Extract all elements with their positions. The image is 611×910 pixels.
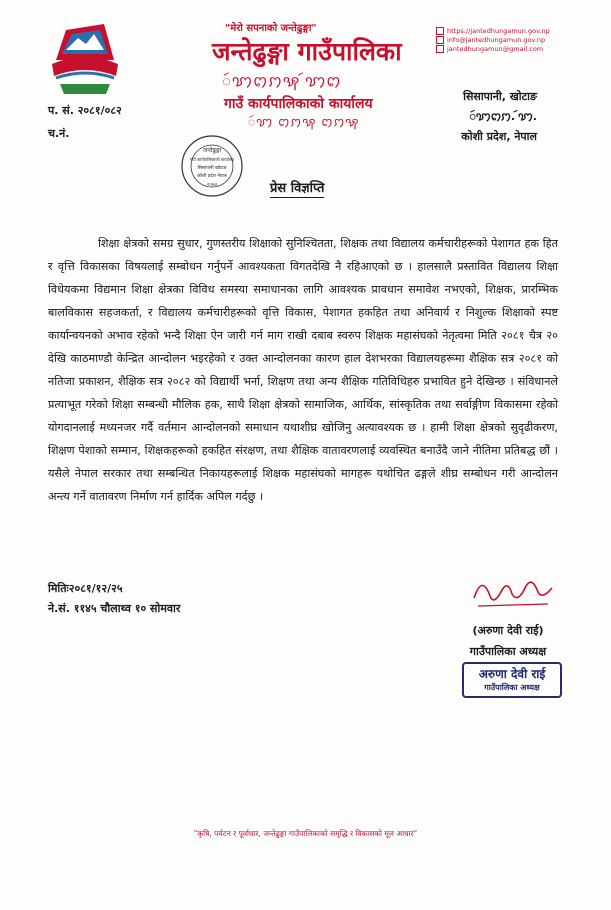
body-paragraph: शिक्षा क्षेत्रको समग्र सुधार, गुणस्तरीय शिक्षाको सुनिश्चितता, शिक्षक तथा विद्यालय कर्मचारीहरूको पेशागत हक हित र वृत्ति विकासका विषयलाई सम्बोधन गर्नुपर्ने आवश्यकता विगतदेखि नै रहिआएको छ । हालसालै प्रस्तावित विद्यालय शिक्षा विधेयकमा विद्यमान शिक्षा क्षेत्रका विविध समस्या समाधानका लागि आवश्यक प्रावधान समावेश नभएको, शिक्षक, प्रारम्भिक बालविकास सहजकर्ता, र विद्यालय कर्मचारीहरूको वृत्ति विकास, पेशागत हकहित तथा अनिवार्य र निशुल्क शिक्षाको स्पष्ट कार्यान्वयनको अभाव रहेको भन्दै शिक्षा ऐन जारी गर्न माग राखी दबाब स्वरुप शिक्षक महासंघको नेतृत्वमा मिति २०८१ चैत्र २० देखि काठमाण्डौ केन्द्रित आन्दोलन भइरहेको र उक्त आन्दोलनका कारण हाल देशभरका विद्यालयहरूमा शैक्षिक सत्र २०८१ को नतिजा प्रकाशन, शैक्षिक सत्र २०८२ को विद्यार्थी भर्ना, शिक्षण तथा अन्य शैक्षिक गतिविधिहरु प्रभावित हुने देखिन्छ । संविधानले प्रत्याभूत गरेको शिक्षा सम्बन्धी मौलिक हक, साथै शिक्षा क्षेत्रको सामाजिक, आर्थिक, सांस्कृतिक तथा सर्वाङ्गीण विकासमा रहेको योगदानलाई मध्यनजर गर्दै वर्तमान आन्दोलनको समाधान यथाशीघ्र खोजिनु अत्यावश्यक छ । हामी शिक्षा क्षेत्रको सुदृढीकरण, शिक्षण पेशाको सम्मान, शिक्षकहरूको हकहित संरक्षण, तथा शैक्षिक वातावरणलाई व्यवस्थित बनाउँदै जाने नीतिमा प्रतिबद्ध छौं । यसैले नेपाल सरकार तथा सम्बन्धित निकायहरूलाई शिक्षक महासंघको मागहरू यथोचित ढङ्गले शीघ्र सम्बोधन गरी आन्दोलन अन्त्य गर्ने वातावरण निर्माण गर्न हार्दिक अपिल गर्दछु । <box>48 237 558 503</box>
footer-slogan: "कृषि, पर्यटन र पूर्वाधार, जन्तेढुङ्गा गाउँपालिकाको समृद्धि र विकासको मूल आधार" <box>193 829 418 838</box>
email-icon <box>436 45 444 53</box>
date-block <box>48 579 180 619</box>
stamp-title: गाउँपालिका अध्यक्ष <box>484 683 540 692</box>
email-icon <box>436 36 444 44</box>
email-link-2[interactable]: jantedhungamun@gmail.com <box>447 45 544 53</box>
web-icon <box>436 27 444 35</box>
address-line2: कोशी प्रदेश, नेपाल <box>461 130 537 143</box>
signature-icon <box>468 568 558 614</box>
municipality-logo-icon <box>46 20 124 100</box>
email-link-1[interactable]: info@jantedhungamun.gov.np <box>447 36 546 44</box>
signatory-block <box>450 620 566 662</box>
date-line1: मितिः२०८१/१२/२५ <box>48 582 123 595</box>
signature-text: अरुणा <box>505 607 521 614</box>
office-newari: ꩃꩈ ꩁꩀꩂ ꩁꩀꩂ <box>248 115 360 129</box>
reference-number: प. सं. २०८१/०८२ <box>48 104 122 117</box>
body-text <box>48 232 558 508</box>
office-name: गाउँ कार्यपालिकाको कार्यालय <box>224 96 373 112</box>
seal-line3: सिसापानी खोटाङ <box>197 166 227 171</box>
seal-line2: गाउँ कार्यपालिकाको कार्यालय <box>189 157 235 162</box>
office-seal-icon <box>180 134 244 198</box>
reference-block <box>48 99 122 145</box>
stamp-name: अरुणा देवी राई <box>478 667 546 681</box>
website-link[interactable]: https://jantedhungamun.gov.np <box>447 27 550 35</box>
date-line2: ने.सं. ११४५ चौलाथ्व १० सोमवार <box>48 602 181 615</box>
address-block <box>461 87 537 147</box>
title-newari: ꩃꩈꩁꩀꩂ ꩃꩈꩁ <box>222 72 342 90</box>
press-release-heading: प्रेस विज्ञप्ति <box>270 178 324 198</box>
contact-block <box>436 27 550 54</box>
municipality-title: जन्तेढुङ्गा गाउँपालिका <box>212 37 402 66</box>
signatory-title: गाउँपालिका अध्यक्ष <box>469 645 547 658</box>
seal-year: २०७३ <box>206 182 218 188</box>
letter-number: च.नं. <box>48 127 70 140</box>
signatory-stamp <box>462 662 562 698</box>
seal-line1: जन्तेढुङ्गा <box>202 147 222 154</box>
motto: "मेरो सपनाको जन्तेढुङ्गा" <box>225 23 317 34</box>
address-line1: सिसापानी, खोटाङ <box>463 90 537 103</box>
address-line1-newari: ꩃꩈꩁꩀ. ꩃꩈ. <box>469 110 537 123</box>
seal-line4: कोशी प्रदेश नेपाल <box>197 174 227 179</box>
signatory-name: (अरुणा देवी राई) <box>472 624 544 637</box>
